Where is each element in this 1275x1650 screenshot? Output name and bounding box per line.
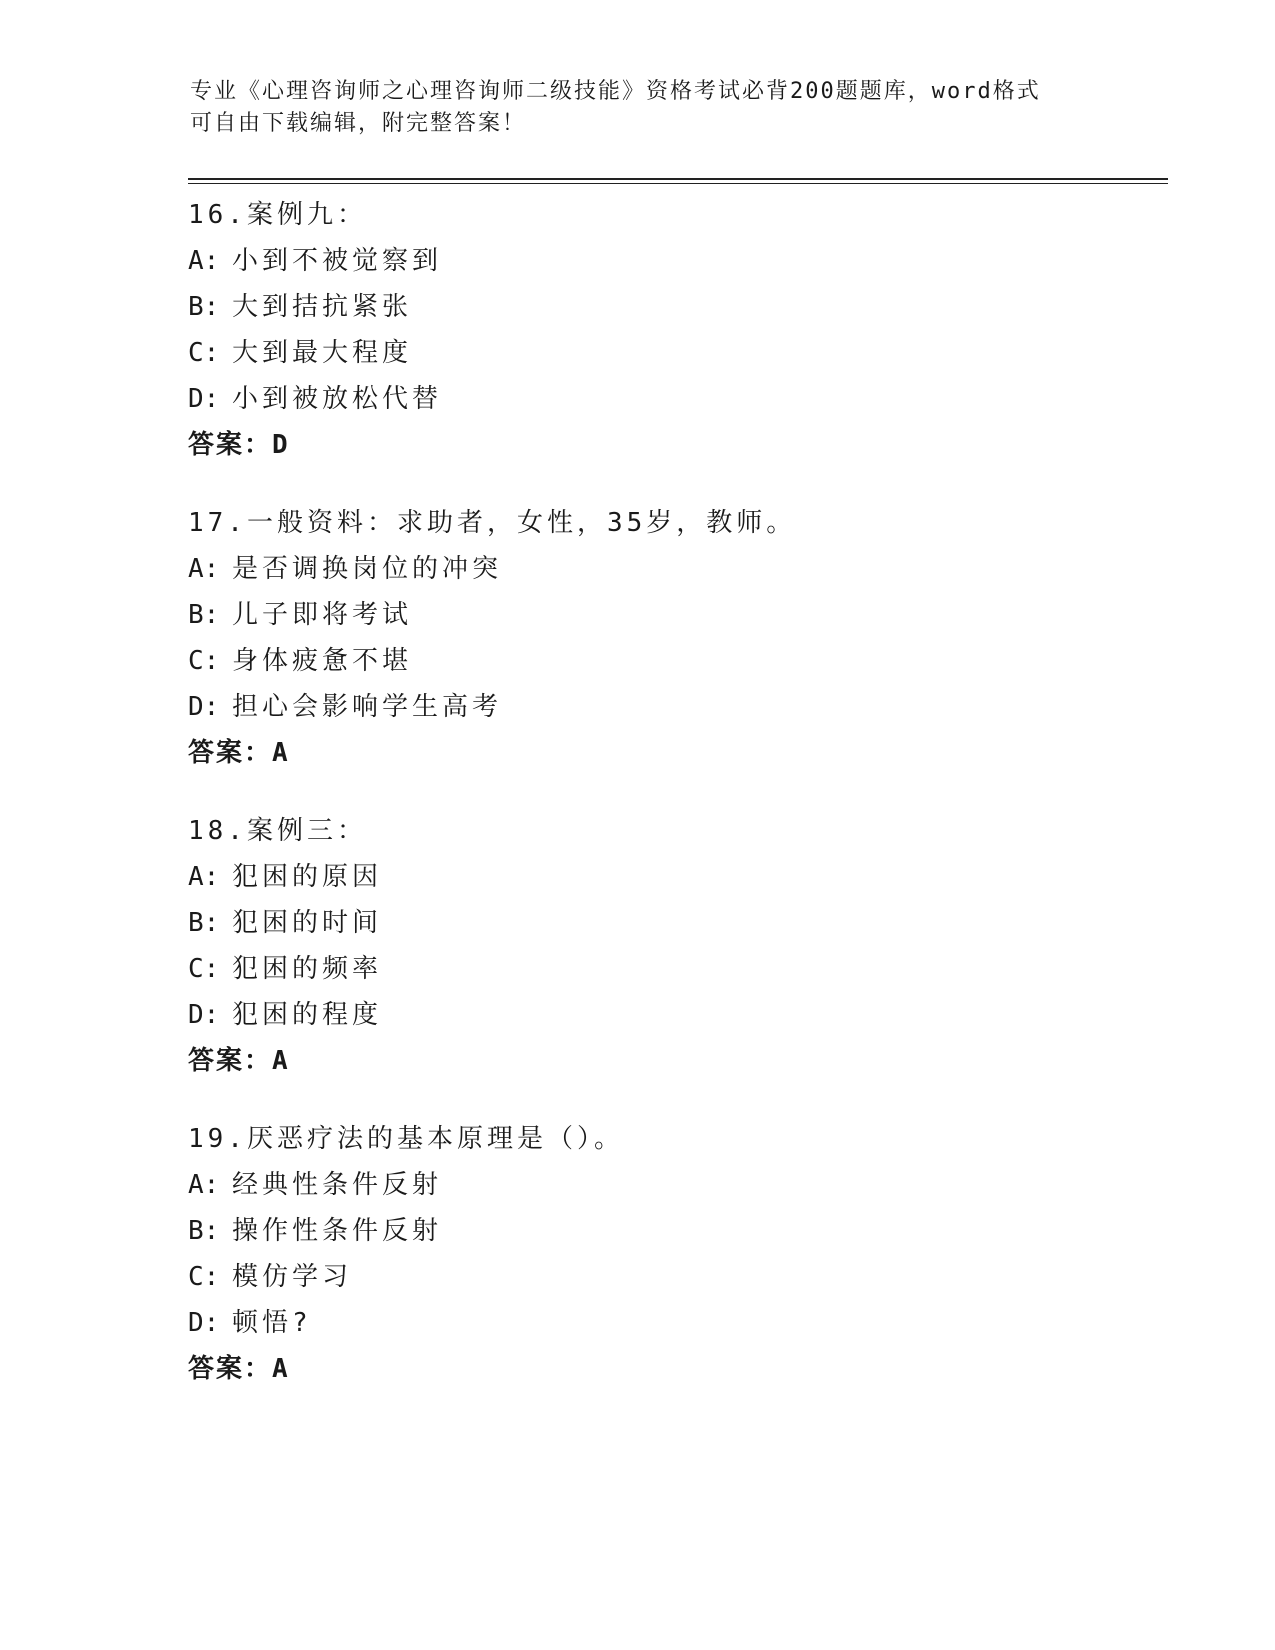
option-a: [188, 546, 1168, 592]
option-label: D:: [188, 1308, 220, 1338]
option-label: C:: [188, 954, 220, 984]
header-divider-thin: [188, 183, 1168, 184]
option-a: [188, 1162, 1168, 1208]
option-c: [188, 1254, 1168, 1300]
option-c: [188, 638, 1168, 684]
option-text: 小到不被觉察到: [232, 246, 443, 276]
option-label: B:: [188, 1216, 220, 1246]
question-18: [188, 808, 1168, 1084]
option-text: 犯困的时间: [232, 908, 383, 938]
question-19: [188, 1116, 1168, 1392]
question-stem: 16.案例九：: [188, 200, 367, 230]
answer-line: 答案：D: [188, 430, 290, 460]
option-label: A:: [188, 1170, 220, 1200]
option-d: [188, 376, 1168, 422]
option-label: A:: [188, 554, 220, 584]
option-b: [188, 592, 1168, 638]
document-header: [190, 76, 1090, 140]
answer-line: 答案：A: [188, 738, 290, 768]
option-text: 模仿学习: [232, 1262, 353, 1292]
option-text: 担心会影响学生高考: [232, 692, 503, 722]
question-list: [188, 192, 1168, 1424]
option-label: B:: [188, 600, 220, 630]
question-16: [188, 192, 1168, 468]
option-label: D:: [188, 692, 220, 722]
option-text: 是否调换岗位的冲突: [232, 554, 503, 584]
option-b: [188, 1208, 1168, 1254]
option-d: [188, 992, 1168, 1038]
question-stem: 18.案例三：: [188, 816, 367, 846]
option-label: A:: [188, 862, 220, 892]
option-text: 顿悟?: [232, 1308, 312, 1338]
option-text: 犯困的程度: [232, 1000, 383, 1030]
option-text: 犯困的原因: [232, 862, 383, 892]
option-label: C:: [188, 646, 220, 676]
option-label: C:: [188, 1262, 220, 1292]
option-a: [188, 238, 1168, 284]
option-text: 犯困的频率: [232, 954, 383, 984]
header-line-1: 专业《心理咨询师之心理咨询师二级技能》资格考试必背200题题库，word格式: [190, 79, 1041, 104]
question-stem: 17.一般资料：求助者，女性，35岁，教师。: [188, 508, 797, 538]
question-stem: 19.厌恶疗法的基本原理是（）。: [188, 1124, 624, 1154]
option-c: [188, 330, 1168, 376]
option-text: 儿子即将考试: [232, 600, 413, 630]
option-text: 大到最大程度: [232, 338, 413, 368]
option-label: C:: [188, 338, 220, 368]
answer-line: 答案：A: [188, 1046, 290, 1076]
header-line-2: 可自由下载编辑，附完整答案！: [190, 111, 527, 136]
option-text: 操作性条件反射: [232, 1216, 443, 1246]
option-d: [188, 684, 1168, 730]
answer-line: 答案：A: [188, 1354, 290, 1384]
option-text: 小到被放松代替: [232, 384, 443, 414]
option-text: 经典性条件反射: [232, 1170, 443, 1200]
option-b: [188, 900, 1168, 946]
option-label: D:: [188, 384, 220, 414]
header-divider-thick: [188, 178, 1168, 180]
option-label: D:: [188, 1000, 220, 1030]
option-text: 身体疲惫不堪: [232, 646, 413, 676]
option-d: [188, 1300, 1168, 1346]
option-label: A:: [188, 246, 220, 276]
option-a: [188, 854, 1168, 900]
option-b: [188, 284, 1168, 330]
option-c: [188, 946, 1168, 992]
option-text: 大到拮抗紧张: [232, 292, 413, 322]
option-label: B:: [188, 908, 220, 938]
option-label: B:: [188, 292, 220, 322]
question-17: [188, 500, 1168, 776]
